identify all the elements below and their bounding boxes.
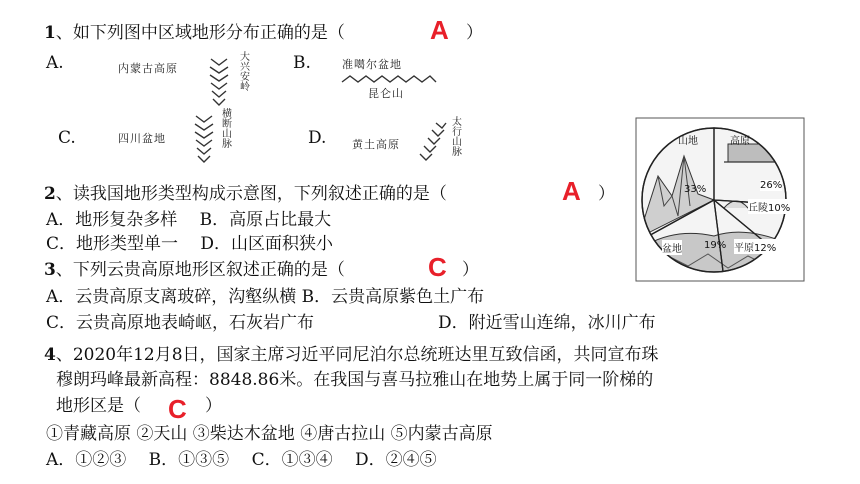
mountain-ridge-icon <box>205 55 235 110</box>
q1-c-right-label: 横断山脉 <box>222 109 232 150</box>
q3-stem: 3、下列云贵高原地形区叙述正确的是（ <box>44 260 345 280</box>
q3-answer: C <box>428 252 447 282</box>
q1-b-top-label: 准噶尔盆地 <box>342 58 402 71</box>
q1-c-left-label: 四川盆地 <box>118 132 166 145</box>
q3-stem-close: ） <box>462 260 479 280</box>
q1-d-left-label: 黄土高原 <box>352 138 400 151</box>
q2-stem-close: ） <box>598 184 615 204</box>
mountain-ridge-icon <box>190 112 220 167</box>
pie-label-pendi: 盆地 <box>662 240 682 255</box>
q1-a-right-label: 大兴安岭 <box>240 52 250 93</box>
q1-d-right-label: 太行山脉 <box>452 117 462 158</box>
q4-stem-line3: 地形区是（ <box>56 396 141 416</box>
q4-stem-close: ） <box>205 396 222 416</box>
q3-options-line2b: D．附近雪山连绵，冰川广布 <box>438 313 656 333</box>
q3-options-line2a: C．云贵高原地表崎岖，石灰岩广布 <box>46 313 315 333</box>
pie-label-33: 33% <box>684 184 707 195</box>
pie-label-pingyuan: 平原12% <box>734 239 776 254</box>
q2-options-line2: C．地形类型单一 D．山区面积狭小 <box>46 234 334 254</box>
q1-stem: 1、如下列图中区域地形分布正确的是（ <box>44 23 345 43</box>
q4-answer: C <box>168 394 187 424</box>
pie-label-shandi: 山地 <box>678 136 698 147</box>
q1-stem-close: ） <box>466 23 483 43</box>
q1-option-c-label: C. <box>58 128 76 148</box>
mountain-range-icon <box>340 72 438 86</box>
q2-stem: 2、读我国地形类型构成示意图，下列叙述正确的是（ <box>44 184 447 204</box>
q4-choices: A．①②③ B．①③⑤ C．①③④ D．②④⑤ <box>46 450 437 470</box>
pie-label-gaoyuan: 高原 <box>730 136 750 147</box>
q1-option-d-label: D. <box>308 128 327 148</box>
q1-a-left-label: 内蒙古高原 <box>118 62 178 75</box>
q2-options-line1: A．地形复杂多样 B．高原占比最大 <box>46 210 332 230</box>
q1-option-b-label: B. <box>293 53 311 73</box>
q1-b-bottom-label: 昆仑山 <box>368 87 404 100</box>
q2-answer: A <box>562 176 581 206</box>
mountain-ridge-icon <box>418 120 448 165</box>
pie-label-26: 26% <box>760 180 783 191</box>
pie-label-19: 19% <box>704 240 727 251</box>
q1-option-a-label: A. <box>46 53 64 73</box>
q1-answer: A <box>430 15 449 45</box>
q3-options-line1: A．云贵高原支离玻碎，沟壑纵横 B．云贵高原紫色土广布 <box>46 287 485 307</box>
q4-stem-line2: 穆朗玛峰最新高程：8848.86米。在我国与喜马拉雅山在地势上属于同一阶梯的 <box>56 370 654 390</box>
terrain-composition-figure <box>628 116 806 286</box>
q4-items: ①青藏高原 ②天山 ③柴达木盆地 ④唐古拉山 ⑤内蒙古高原 <box>46 424 493 444</box>
pie-label-qiuling: 丘陵10% <box>748 199 790 214</box>
q4-stem-line1: 4、2020年12月8日，国家主席习近平同尼泊尔总统班达里互致信函，共同宣布珠 <box>44 345 659 365</box>
